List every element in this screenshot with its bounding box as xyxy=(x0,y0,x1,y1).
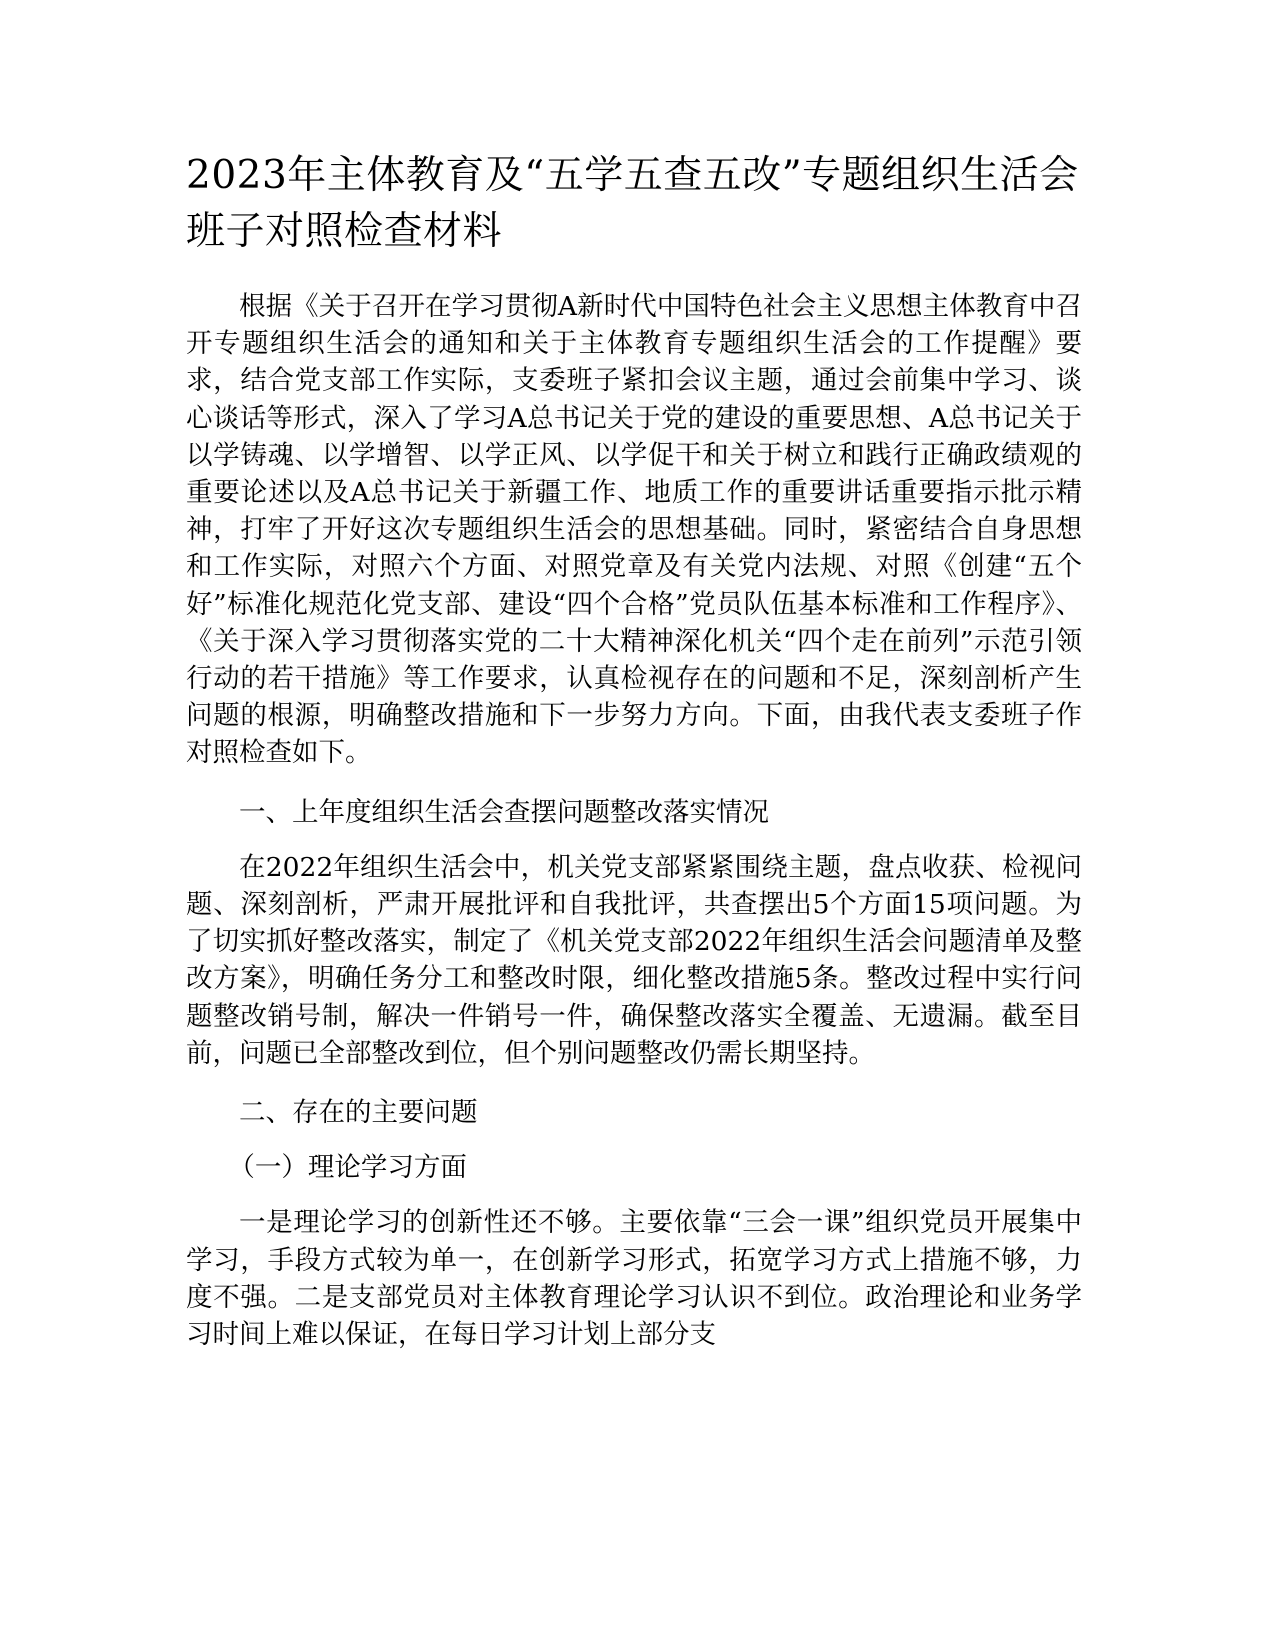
document-page xyxy=(186,148,1082,1353)
section-heading-1: 一、上年度组织生活会查摆问题整改落实情况 xyxy=(239,796,769,828)
document-title: 2023年主体教育及“五学五查五改”专题组织生活会班子对照检查材料 xyxy=(186,153,1079,254)
sub-heading-theory-study: （一）理论学习方面 xyxy=(228,1152,467,1184)
section-2-sub-1-paragraph: 一是理论学习的创新性还不够。主要依靠“三会一课”组织党员开展集中学习，手段方式较为单一，在创新学习形式，拓宽学习方式上措施不够，力度不强。二是支部党员对主体教育理论学习认识不到位。政治理论和业务学习时间上难以保证，在每日学习计划上部分支 xyxy=(186,1207,1082,1351)
intro-paragraph: 根据《关于召开在学习贯彻A新时代中国特色社会主义思想主体教育中召开专题组织生活会的通知和关于主体教育专题组织生活会的工作提醒》要求，结合党支部工作实际，支委班子紧扣会议主题，通过会前集中学习、谈心谈话等形式，深入了学习A总书记关于党的建设的重要思想、A总书记关于以学铸魂、以学增智、以学正风、以学促干和关于树立和践行正确政绩观的重要论述以及A总书记关于新疆工作、地质工作的重要讲话重要指示批示精神，打牢了开好这次专题组织生活会的思想基础。同时，紧密结合自身思想和工作实际，对照六个方面、对照党章及有关党内法规、对照《创建“五个好”标准化规范化党支部、建设“四个合格”党员队伍基本标准和工作程序》、《关于深入学习贯彻落实党的二十大精神深化机关“四个走在前列”示范引领行动的若干措施》等工作要求，认真检视存在的问题和不足，深刻剖析产生问题的根源，明确整改措施和下一步努力方向。下面，由我代表支委班子作对照检查如下。 xyxy=(186,291,1082,769)
section-1-paragraph: 在2022年组织生活会中，机关党支部紧紧围绕主题，盘点收获、检视问题、深刻剖析，严肃开展批评和自我批评，共查摆出5个方面15项问题。为了切实抓好整改落实，制定了《机关党支部2022年组织生活会问题清单及整改方案》，明确任务分工和整改时限，细化整改措施5条。整改过程中实行问题整改销号制，解决一件销号一件，确保整改落实全覆盖、无遗漏。截至目前，问题已全部整改到位，但个别问题整改仍需长期坚持。 xyxy=(186,851,1082,1069)
section-heading-2: 二、存在的主要问题 xyxy=(239,1097,478,1129)
